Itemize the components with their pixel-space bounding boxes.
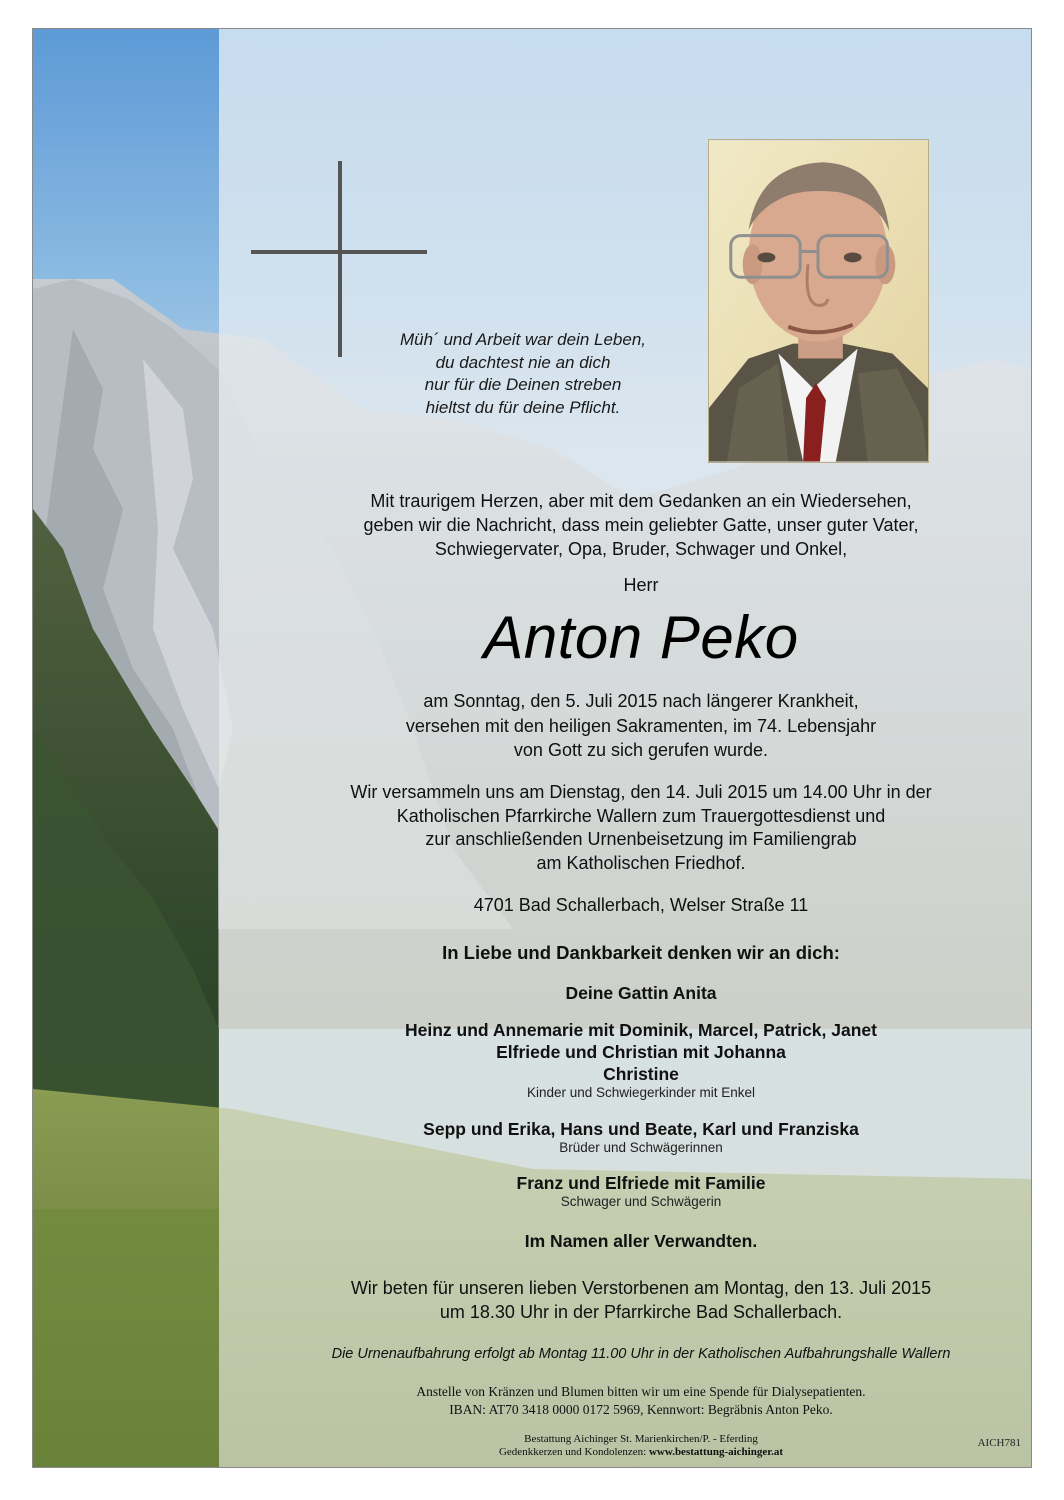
mourner-group-inlaws xyxy=(251,1172,1031,1210)
mourner-names: Sepp und Erika, Hans und Beate, Karl und Franziska xyxy=(423,1119,859,1139)
mass-line: Wir beten für unseren lieben Verstorbenen am Montag, den 13. Juli 2015 xyxy=(350,1278,932,1298)
donation-request xyxy=(251,1383,1031,1419)
prayer-service-info xyxy=(251,1277,1031,1324)
cross-vertical-bar xyxy=(338,161,342,357)
portrait-photo xyxy=(708,139,929,463)
obituary-notice xyxy=(32,28,1032,1468)
mourner-names: Elfriede und Christian mit Johanna xyxy=(496,1042,786,1062)
mourner-relation: Brüder und Schwägerinnen xyxy=(559,1140,723,1155)
deceased-name: Anton Peko xyxy=(483,604,799,671)
poem xyxy=(333,329,713,419)
death-announcement xyxy=(251,689,1031,763)
undertaker-name: Bestattung Aichinger St. Marienkirchen/P. - Eferding xyxy=(524,1433,758,1445)
donation-line: IBAN: AT70 3418 0000 0172 5969, Kennwort: Begräbnis Anton Peko. xyxy=(449,1402,833,1417)
undertaker-info xyxy=(251,1433,1031,1459)
funeral-ceremony-info xyxy=(251,781,1031,875)
cross-horizontal-bar xyxy=(251,250,427,254)
undertaker-website-link[interactable]: www.bestattung-aichinger.at xyxy=(648,1446,784,1458)
intro-line: Schwiegervater, Opa, Bruder, Schwager und Onkel, xyxy=(434,539,848,559)
poem-line: du dachtest nie an dich xyxy=(435,352,611,372)
death-line: versehen mit den heiligen Sakramenten, im 74. Lebensjahr xyxy=(405,715,877,736)
reference-code: AICH781 xyxy=(977,1437,1021,1449)
donation-line: Anstelle von Kränzen und Blumen bitten wir um eine Spende für Dialysepatienten. xyxy=(416,1384,866,1399)
condolence-label: Gedenkkerzen und Kondolenzen: xyxy=(498,1446,649,1458)
poem-line: hieltst du für deine Pflicht. xyxy=(425,397,621,417)
ceremony-line: Katholischen Pfarrkirche Wallern zum Trauergottesdienst und xyxy=(396,805,886,826)
mourner-relation: Schwager und Schwägerin xyxy=(560,1194,722,1209)
honorific: Herr xyxy=(623,575,659,595)
poem-line: nur für die Deinen streben xyxy=(424,375,622,394)
mourner-wife: Deine Gattin Anita xyxy=(565,983,717,1003)
death-line: von Gott zu sich gerufen wurde. xyxy=(513,740,769,760)
mourner-names: Franz und Elfriede mit Familie xyxy=(516,1173,766,1193)
mourners-heading: In Liebe und Dankbarkeit denken wir an dich: xyxy=(442,942,840,963)
address: 4701 Bad Schallerbach, Welser Straße 11 xyxy=(473,895,809,915)
intro-text xyxy=(251,489,1031,561)
intro-line: geben wir die Nachricht, dass mein geliebter Gatte, unser guter Vater, xyxy=(363,515,919,535)
ceremony-line: Wir versammeln uns am Dienstag, den 14. Juli 2015 um 14.00 Uhr in der xyxy=(350,782,932,802)
death-line: am Sonntag, den 5. Juli 2015 nach längerer Krankheit, xyxy=(423,691,859,711)
poem-line: Müh´ und Arbeit war dein Leben, xyxy=(399,330,647,349)
mass-line: um 18.30 Uhr in der Pfarrkirche Bad Schallerbach. xyxy=(439,1301,843,1322)
urn-viewing-notice: Die Urnenaufbahrung erfolgt ab Montag 11.00 Uhr in der Katholischen Aufbahrungshalle Wallern xyxy=(331,1346,951,1362)
mourner-names: Christine xyxy=(603,1064,679,1084)
mourner-relation: Kinder und Schwiegerkinder mit Enkel xyxy=(526,1085,756,1100)
mourner-group-siblings xyxy=(251,1118,1031,1156)
all-relatives: Im Namen aller Verwandten. xyxy=(524,1231,758,1251)
mourner-group-children xyxy=(251,1019,1031,1101)
ceremony-line: am Katholischen Friedhof. xyxy=(536,852,746,873)
condolence-line xyxy=(251,1446,1031,1459)
ceremony-line: zur anschließenden Urnenbeisetzung im Familiengrab xyxy=(425,829,857,849)
intro-line: Mit traurigem Herzen, aber mit dem Gedanken an ein Wiedersehen, xyxy=(370,491,912,511)
mourner-names: Heinz und Annemarie mit Dominik, Marcel, Patrick, Janet xyxy=(405,1020,877,1040)
